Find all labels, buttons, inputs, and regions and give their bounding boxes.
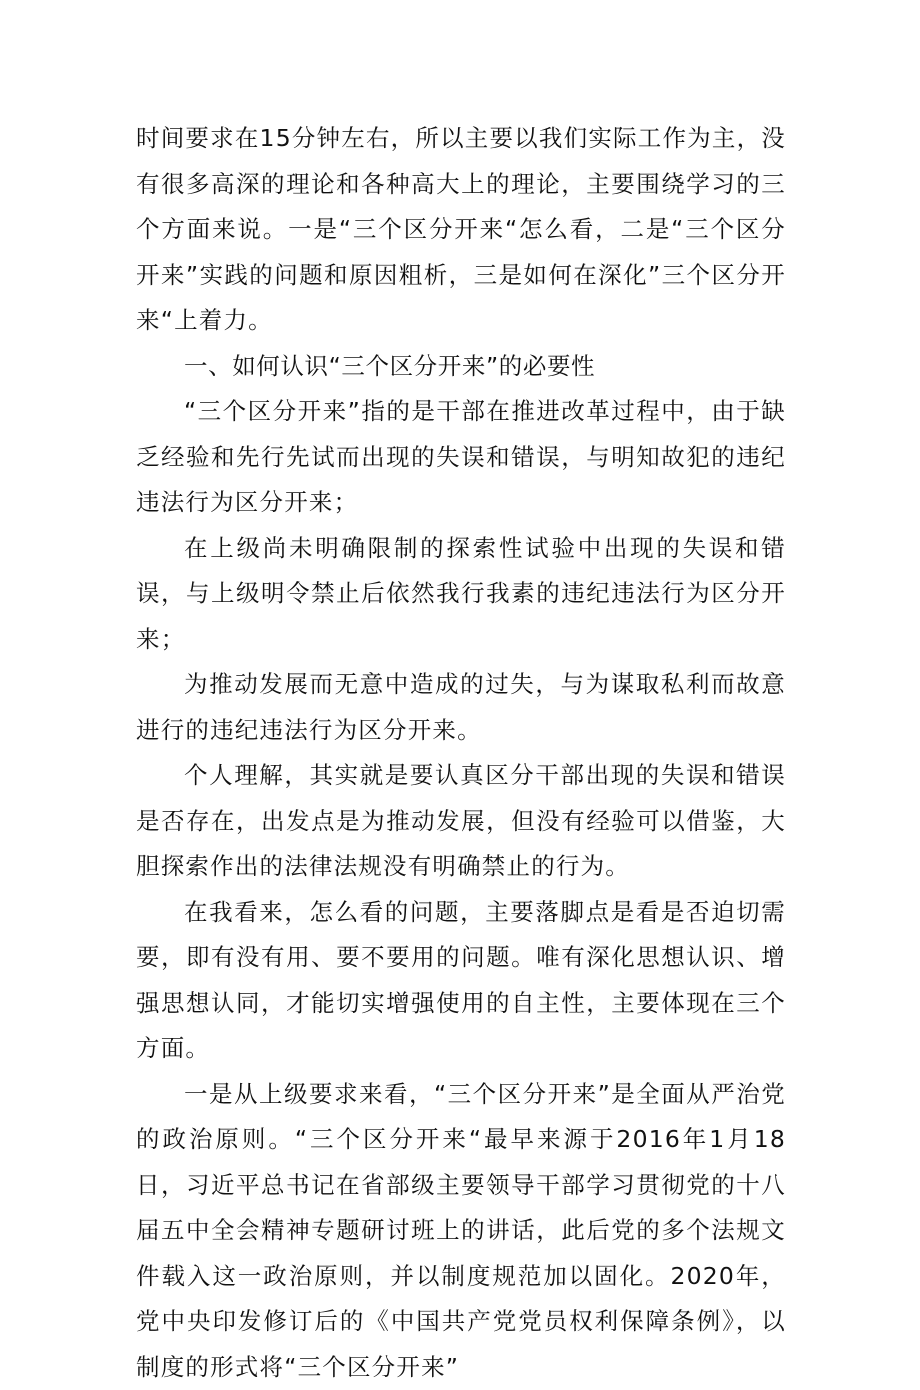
paragraph-definition: “三个区分开来”指的是干部在推进改革过程中，由于缺乏经验和先行先试而出现的失误和错误，与明知故犯的违纪违法行为区分开来； <box>136 389 786 526</box>
paragraph-development: 为推动发展而无意中造成的过失，与为谋取私利而故意进行的违纪违法行为区分开来。 <box>136 662 786 753</box>
paragraph-understanding: 个人理解，其实就是要认真区分干部出现的失误和错误是否存在，出发点是为推动发展，但没有经验可以借鉴，大胆探索作出的法律法规没有明确禁止的行为。 <box>136 753 786 890</box>
section-heading: 一、如何认识“三个区分开来”的必要性 <box>136 344 786 390</box>
paragraph-intro: 时间要求在15分钟左右，所以主要以我们实际工作为主，没有很多高深的理论和各种高大上的理论，主要围绕学习的三个方面来说。一是“三个区分开来“怎么看，二是“三个区分开来”实践的问题和原因粗析，三是如何在深化”三个区分开来“上着力。 <box>136 116 786 344</box>
paragraph-viewpoint: 在我看来，怎么看的问题，主要落脚点是看是否迫切需要，即有没有用、要不要用的问题。唯有深化思想认识、增强思想认同，才能切实增强使用的自主性，主要体现在三个方面。 <box>136 890 786 1072</box>
paragraph-requirements: 一是从上级要求来看，“三个区分开来”是全面从严治党的政治原则。“三个区分开来“最早来源于2016年1月18日，习近平总书记在省部级主要领导干部学习贯彻党的十八届五中全会精神专题研讨班上的讲话，此后党的多个法规文件载入这一政治原则，并以制度规范加以固化。2020年，党中央印发修订后的《中国共产党党员权利保障条例》，以制度的形式将“三个区分开来” <box>136 1072 786 1390</box>
document-body <box>136 116 786 1390</box>
paragraph-exploration: 在上级尚未明确限制的探索性试验中出现的失误和错误，与上级明令禁止后依然我行我素的违纪违法行为区分开来； <box>136 526 786 663</box>
